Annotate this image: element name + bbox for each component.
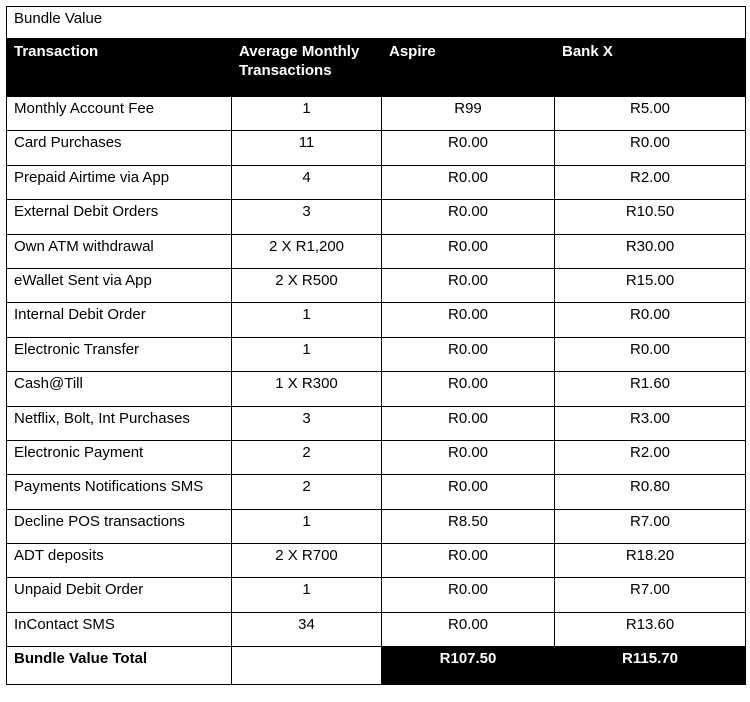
title-row bbox=[7, 7, 746, 39]
cell-aspire: R0.00 bbox=[382, 372, 555, 406]
cell-aspire: R0.00 bbox=[382, 303, 555, 337]
header-row bbox=[7, 39, 746, 97]
cell-bankx: R18.20 bbox=[555, 544, 746, 578]
cell-transaction: Decline POS transactions bbox=[7, 509, 232, 543]
cell-bankx: R15.00 bbox=[555, 268, 746, 302]
table-row bbox=[7, 475, 746, 509]
cell-bankx: R0.00 bbox=[555, 303, 746, 337]
table-row bbox=[7, 268, 746, 302]
bundle-value-table-wrapper bbox=[6, 6, 746, 685]
cell-bankx: R1.60 bbox=[555, 372, 746, 406]
cell-transaction: Own ATM withdrawal bbox=[7, 234, 232, 268]
cell-aspire: R8.50 bbox=[382, 509, 555, 543]
cell-bankx: R13.60 bbox=[555, 612, 746, 646]
cell-average: 1 bbox=[232, 578, 382, 612]
cell-average: 2 X R500 bbox=[232, 268, 382, 302]
header-aspire: Aspire bbox=[382, 39, 555, 97]
cell-average: 2 X R1,200 bbox=[232, 234, 382, 268]
cell-bankx: R7.00 bbox=[555, 578, 746, 612]
cell-transaction: ADT deposits bbox=[7, 544, 232, 578]
cell-average: 2 bbox=[232, 440, 382, 474]
table-row bbox=[7, 200, 746, 234]
cell-aspire: R0.00 bbox=[382, 578, 555, 612]
cell-transaction: Monthly Account Fee bbox=[7, 97, 232, 131]
cell-aspire: R0.00 bbox=[382, 440, 555, 474]
total-bankx: R115.70 bbox=[555, 647, 746, 685]
cell-transaction: Card Purchases bbox=[7, 131, 232, 165]
table-row bbox=[7, 97, 746, 131]
cell-aspire: R0.00 bbox=[382, 200, 555, 234]
cell-average: 11 bbox=[232, 131, 382, 165]
cell-transaction: Cash@Till bbox=[7, 372, 232, 406]
table-row bbox=[7, 406, 746, 440]
table-row bbox=[7, 509, 746, 543]
cell-transaction: Prepaid Airtime via App bbox=[7, 165, 232, 199]
cell-bankx: R7.00 bbox=[555, 509, 746, 543]
table-row bbox=[7, 337, 746, 371]
table-row bbox=[7, 544, 746, 578]
cell-transaction: Unpaid Debit Order bbox=[7, 578, 232, 612]
cell-aspire: R0.00 bbox=[382, 337, 555, 371]
cell-aspire: R0.00 bbox=[382, 475, 555, 509]
cell-bankx: R3.00 bbox=[555, 406, 746, 440]
cell-aspire: R0.00 bbox=[382, 544, 555, 578]
cell-transaction: eWallet Sent via App bbox=[7, 268, 232, 302]
cell-average: 3 bbox=[232, 406, 382, 440]
cell-transaction: Electronic Payment bbox=[7, 440, 232, 474]
total-label: Bundle Value Total bbox=[7, 647, 232, 685]
cell-bankx: R5.00 bbox=[555, 97, 746, 131]
cell-aspire: R99 bbox=[382, 97, 555, 131]
cell-bankx: R2.00 bbox=[555, 440, 746, 474]
cell-aspire: R0.00 bbox=[382, 234, 555, 268]
cell-transaction: Netflix, Bolt, Int Purchases bbox=[7, 406, 232, 440]
cell-aspire: R0.00 bbox=[382, 268, 555, 302]
cell-transaction: InContact SMS bbox=[7, 612, 232, 646]
table-row bbox=[7, 165, 746, 199]
cell-average: 1 X R300 bbox=[232, 372, 382, 406]
cell-bankx: R10.50 bbox=[555, 200, 746, 234]
cell-average: 1 bbox=[232, 303, 382, 337]
header-transaction: Transaction bbox=[7, 39, 232, 97]
header-bankx: Bank X bbox=[555, 39, 746, 97]
table-row bbox=[7, 234, 746, 268]
cell-average: 2 X R700 bbox=[232, 544, 382, 578]
header-average: Average Monthly Transactions bbox=[232, 39, 382, 97]
bundle-value-table bbox=[6, 6, 746, 685]
cell-average: 3 bbox=[232, 200, 382, 234]
cell-average: 34 bbox=[232, 612, 382, 646]
cell-bankx: R2.00 bbox=[555, 165, 746, 199]
cell-aspire: R0.00 bbox=[382, 131, 555, 165]
table-row bbox=[7, 131, 746, 165]
table-row bbox=[7, 440, 746, 474]
cell-average: 4 bbox=[232, 165, 382, 199]
cell-transaction: Electronic Transfer bbox=[7, 337, 232, 371]
cell-aspire: R0.00 bbox=[382, 612, 555, 646]
table-row bbox=[7, 372, 746, 406]
cell-aspire: R0.00 bbox=[382, 165, 555, 199]
cell-average: 1 bbox=[232, 97, 382, 131]
cell-average: 2 bbox=[232, 475, 382, 509]
cell-bankx: R30.00 bbox=[555, 234, 746, 268]
cell-aspire: R0.00 bbox=[382, 406, 555, 440]
table-row bbox=[7, 303, 746, 337]
cell-average: 1 bbox=[232, 337, 382, 371]
cell-average: 1 bbox=[232, 509, 382, 543]
cell-bankx: R0.00 bbox=[555, 337, 746, 371]
total-row bbox=[7, 647, 746, 685]
table-row bbox=[7, 612, 746, 646]
table-row bbox=[7, 578, 746, 612]
cell-transaction: External Debit Orders bbox=[7, 200, 232, 234]
cell-transaction: Internal Debit Order bbox=[7, 303, 232, 337]
cell-transaction: Payments Notifications SMS bbox=[7, 475, 232, 509]
total-average-empty bbox=[232, 647, 382, 685]
table-title: Bundle Value bbox=[7, 7, 746, 39]
cell-bankx: R0.00 bbox=[555, 131, 746, 165]
cell-bankx: R0.80 bbox=[555, 475, 746, 509]
total-aspire: R107.50 bbox=[382, 647, 555, 685]
